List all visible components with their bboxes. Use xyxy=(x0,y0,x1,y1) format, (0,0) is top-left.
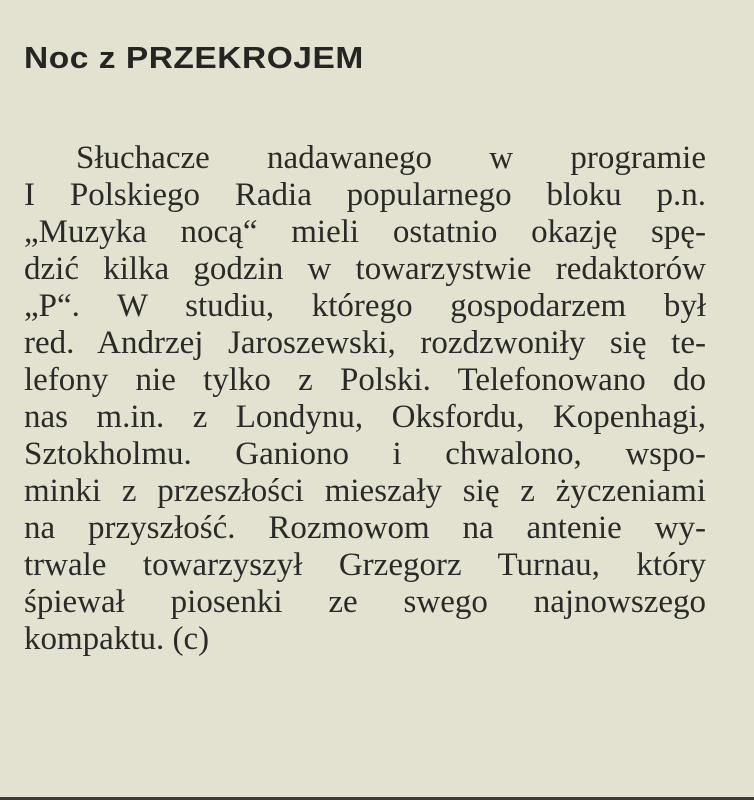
text-line: trwale towarzyszył Grzegorz Turnau, który xyxy=(24,547,706,583)
text-line: Sztokholmu. Ganiono i chwalono, wspo- xyxy=(24,436,706,472)
text-line: lefony nie tylko z Polski. Telefonowano do xyxy=(24,362,706,398)
article-title: Noc z PRZEKROJEM xyxy=(24,40,364,75)
text-line: I Polskiego Radia popularnego bloku p.n. xyxy=(24,177,706,213)
text-line: kompaktu. (c) xyxy=(24,621,210,657)
text-line: śpiewał piosenki ze swego najnowszego xyxy=(24,584,706,620)
article-body xyxy=(24,140,706,658)
text-line: „Muzyka nocą“ mieli ostatnio okazję spę- xyxy=(24,214,706,250)
text-line: dzić kilka godzin w towarzystwie redaktorów xyxy=(24,251,706,287)
text-line: red. Andrzej Jaroszewski, rozdzwoniły się te- xyxy=(24,325,706,361)
text-line: „P“. W studiu, którego gospodarzem był xyxy=(24,288,706,324)
text-line: na przyszłość. Rozmowom na antenie wy- xyxy=(24,510,706,546)
text-line: Słuchacze nadawanego w programie xyxy=(76,140,706,176)
text-line: minki z przeszłości mieszały się z życzeniami xyxy=(24,473,706,509)
text-line: nas m.in. z Londynu, Oksfordu, Kopenhagi, xyxy=(24,399,706,435)
